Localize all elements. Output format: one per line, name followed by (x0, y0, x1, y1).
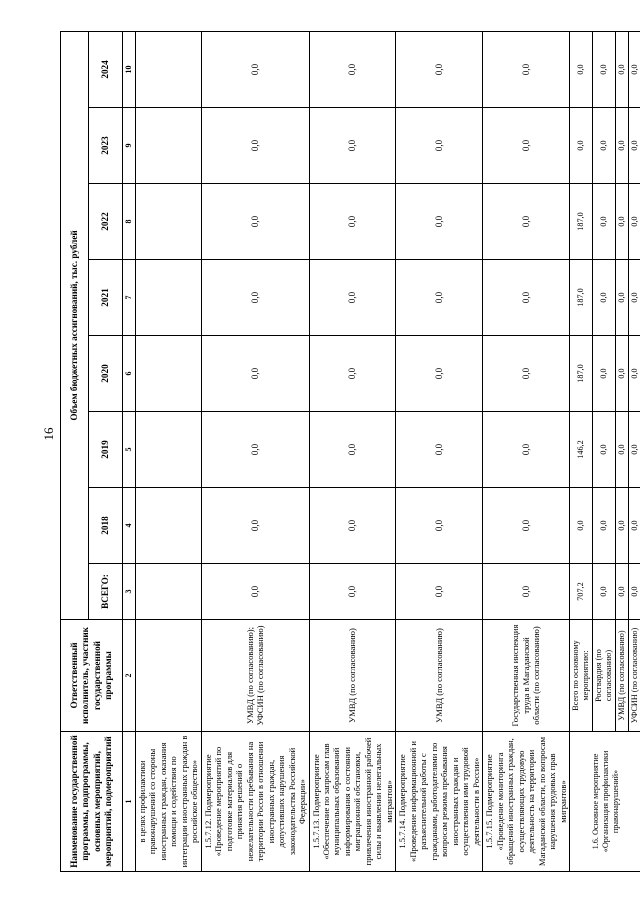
column-index: 1 (123, 732, 136, 872)
cell-value: 0,0 (616, 31, 629, 107)
cell-value: 0,0 (396, 336, 483, 412)
cell-value: 0,0 (570, 31, 593, 107)
cell-value: 0,0 (593, 108, 616, 184)
cell-value: 0,0 (593, 260, 616, 336)
column-index: 8 (123, 184, 136, 260)
cell-value: 0,0 (309, 31, 396, 107)
cell-total: 0,0 (593, 564, 616, 620)
cell-value: 0,0 (396, 108, 483, 184)
cell-value: 0,0 (616, 336, 629, 412)
cell-value: 0,0 (629, 260, 640, 336)
cell-total: 0,0 (309, 564, 396, 620)
row-executor: Всего по основному мероприятию: (570, 620, 593, 732)
cell-value: 0,0 (483, 412, 570, 488)
cell-value: 0,0 (483, 260, 570, 336)
cell-value: 0,0 (483, 488, 570, 564)
cell-value: 0,0 (309, 412, 396, 488)
cell-value: 187,0 (570, 336, 593, 412)
cell-value: 0,0 (593, 336, 616, 412)
row-executor: УФСИН (по согласованию) (629, 620, 640, 732)
cell-total: 0,0 (629, 564, 640, 620)
column-index: 5 (123, 412, 136, 488)
cell-value: 187,0 (570, 184, 593, 260)
cell-value: 0,0 (570, 488, 593, 564)
cell-value: 0,0 (309, 336, 396, 412)
cell-value: 0,0 (593, 31, 616, 107)
table-row (483, 31, 570, 871)
cell-value (135, 108, 201, 184)
cell-value: 0,0 (396, 184, 483, 260)
cell-value: 0,0 (201, 108, 309, 184)
column-index: 10 (123, 31, 136, 107)
row-name: 1.5.7.13. Подмероприятие «Обеспечение по запросам глав муниципальных образований информирования о состоянии миграционной обстановки, привлечения иностранной рабочей силы и выявлении нелегальных мигрантов» (309, 732, 396, 872)
cell-value (135, 260, 201, 336)
row-executor: УМВД (по согласованию) (309, 620, 396, 732)
cell-total: 707,2 (570, 564, 593, 620)
row-executor: УМВД (по согласованию) (616, 620, 629, 732)
cell-value: 0,0 (483, 336, 570, 412)
header-year: 2024 (89, 31, 123, 107)
cell-value: 146,2 (570, 412, 593, 488)
cell-value: 0,0 (629, 108, 640, 184)
header-name: Наименование государственной программы, подпрограммы, основных мероприятий, мероприятий, подмероприятий (61, 732, 123, 872)
cell-value: 0,0 (483, 184, 570, 260)
cell-total: 0,0 (201, 564, 309, 620)
header-total: ВСЕГО: (89, 564, 123, 620)
row-executor: УМВД (по согласованию) (396, 620, 483, 732)
header-executor: Ответственный исполнитель, участник государственной программы (61, 620, 123, 732)
column-index: 3 (123, 564, 136, 620)
cell-total: 0,0 (396, 564, 483, 620)
cell-total (135, 564, 201, 620)
cell-value: 0,0 (570, 108, 593, 184)
header-year: 2020 (89, 336, 123, 412)
cell-value: 0,0 (629, 488, 640, 564)
cell-value: 0,0 (629, 336, 640, 412)
cell-value: 0,0 (396, 31, 483, 107)
cell-value: 0,0 (309, 108, 396, 184)
column-index: 6 (123, 336, 136, 412)
cell-value: 0,0 (201, 260, 309, 336)
column-index: 7 (123, 260, 136, 336)
table-row (396, 31, 483, 871)
cell-value (135, 336, 201, 412)
table-row (570, 31, 593, 871)
cell-value: 0,0 (616, 488, 629, 564)
table-row (309, 31, 396, 871)
cell-value: 0,0 (629, 184, 640, 260)
row-executor (135, 620, 201, 732)
cell-value: 0,0 (593, 412, 616, 488)
cell-value: 0,0 (201, 488, 309, 564)
table-row (135, 31, 201, 871)
row-name: 1.5.7.14. Подмероприятие «Проведение информационной и разъяснительной работы с гражданами, работодателями по вопросам режима пребывания иностранных граждан и осуществления ими трудовой деятельности в России» (396, 732, 483, 872)
row-executor: УМВД (по согласованию); УФСИН (по согласованию) (201, 620, 309, 732)
cell-value (135, 412, 201, 488)
cell-total: 0,0 (483, 564, 570, 620)
cell-value: 0,0 (309, 488, 396, 564)
column-index: 2 (123, 620, 136, 732)
cell-value: 0,0 (483, 31, 570, 107)
cell-value (135, 184, 201, 260)
cell-value: 0,0 (396, 260, 483, 336)
column-index: 4 (123, 488, 136, 564)
cell-value (135, 31, 201, 107)
cell-value: 0,0 (309, 260, 396, 336)
cell-value: 0,0 (593, 184, 616, 260)
header-budget-title: Объем бюджетных ассигнований, тыс. рублей (61, 31, 89, 619)
row-name: 1.5.7.15. Подмероприятие «Проведение мониторинга обращений иностранных граждан, осуществляющих трудовую деятельность на территории Магаданской области, по вопросам нарушения трудовых прав мигрантов» (483, 732, 570, 872)
cell-value: 0,0 (201, 336, 309, 412)
cell-value: 0,0 (593, 488, 616, 564)
budget-table (60, 31, 640, 872)
column-index: 9 (123, 108, 136, 184)
cell-value: 0,0 (483, 108, 570, 184)
cell-total: 0,0 (616, 564, 629, 620)
header-year: 2021 (89, 260, 123, 336)
row-executor: Росгвардия (по согласованию) (593, 620, 616, 732)
cell-value: 0,0 (396, 412, 483, 488)
table-row (201, 31, 309, 871)
header-year: 2023 (89, 108, 123, 184)
page-number: 16 (41, 427, 56, 441)
cell-value: 0,0 (201, 412, 309, 488)
cell-value: 187,0 (570, 260, 593, 336)
cell-value: 0,0 (629, 412, 640, 488)
header-year: 2019 (89, 412, 123, 488)
header-year: 2022 (89, 184, 123, 260)
row-name: в целях профилактики правонарушений со стороны иностранных граждан, оказания помощи и содействия по интеграции иностранных граждан в российское общество» (135, 732, 201, 872)
cell-value: 0,0 (616, 184, 629, 260)
row-name: 1.5.7.12. Подмероприятие «Проведение мероприятий по подготовке материалов для принятия решений о нежелательности пребывания на территории России в отношении иностранных граждан, допустивших нарушения законодательства Российской Федерации» (201, 732, 309, 872)
rotated-table-container (60, 32, 640, 872)
cell-value: 0,0 (201, 31, 309, 107)
header-year: 2018 (89, 488, 123, 564)
cell-value: 0,0 (616, 260, 629, 336)
cell-value: 0,0 (629, 31, 640, 107)
cell-value: 0,0 (616, 108, 629, 184)
cell-value: 0,0 (396, 488, 483, 564)
cell-value: 0,0 (616, 412, 629, 488)
cell-value (135, 488, 201, 564)
cell-value: 0,0 (201, 184, 309, 260)
main-event-name: 1.6. Основное мероприятие «Организация профилактики правонарушений» (570, 732, 640, 872)
row-executor: Государственная инспекция труда в Магаданской области (по согласованию) (483, 620, 570, 732)
cell-value: 0,0 (309, 184, 396, 260)
